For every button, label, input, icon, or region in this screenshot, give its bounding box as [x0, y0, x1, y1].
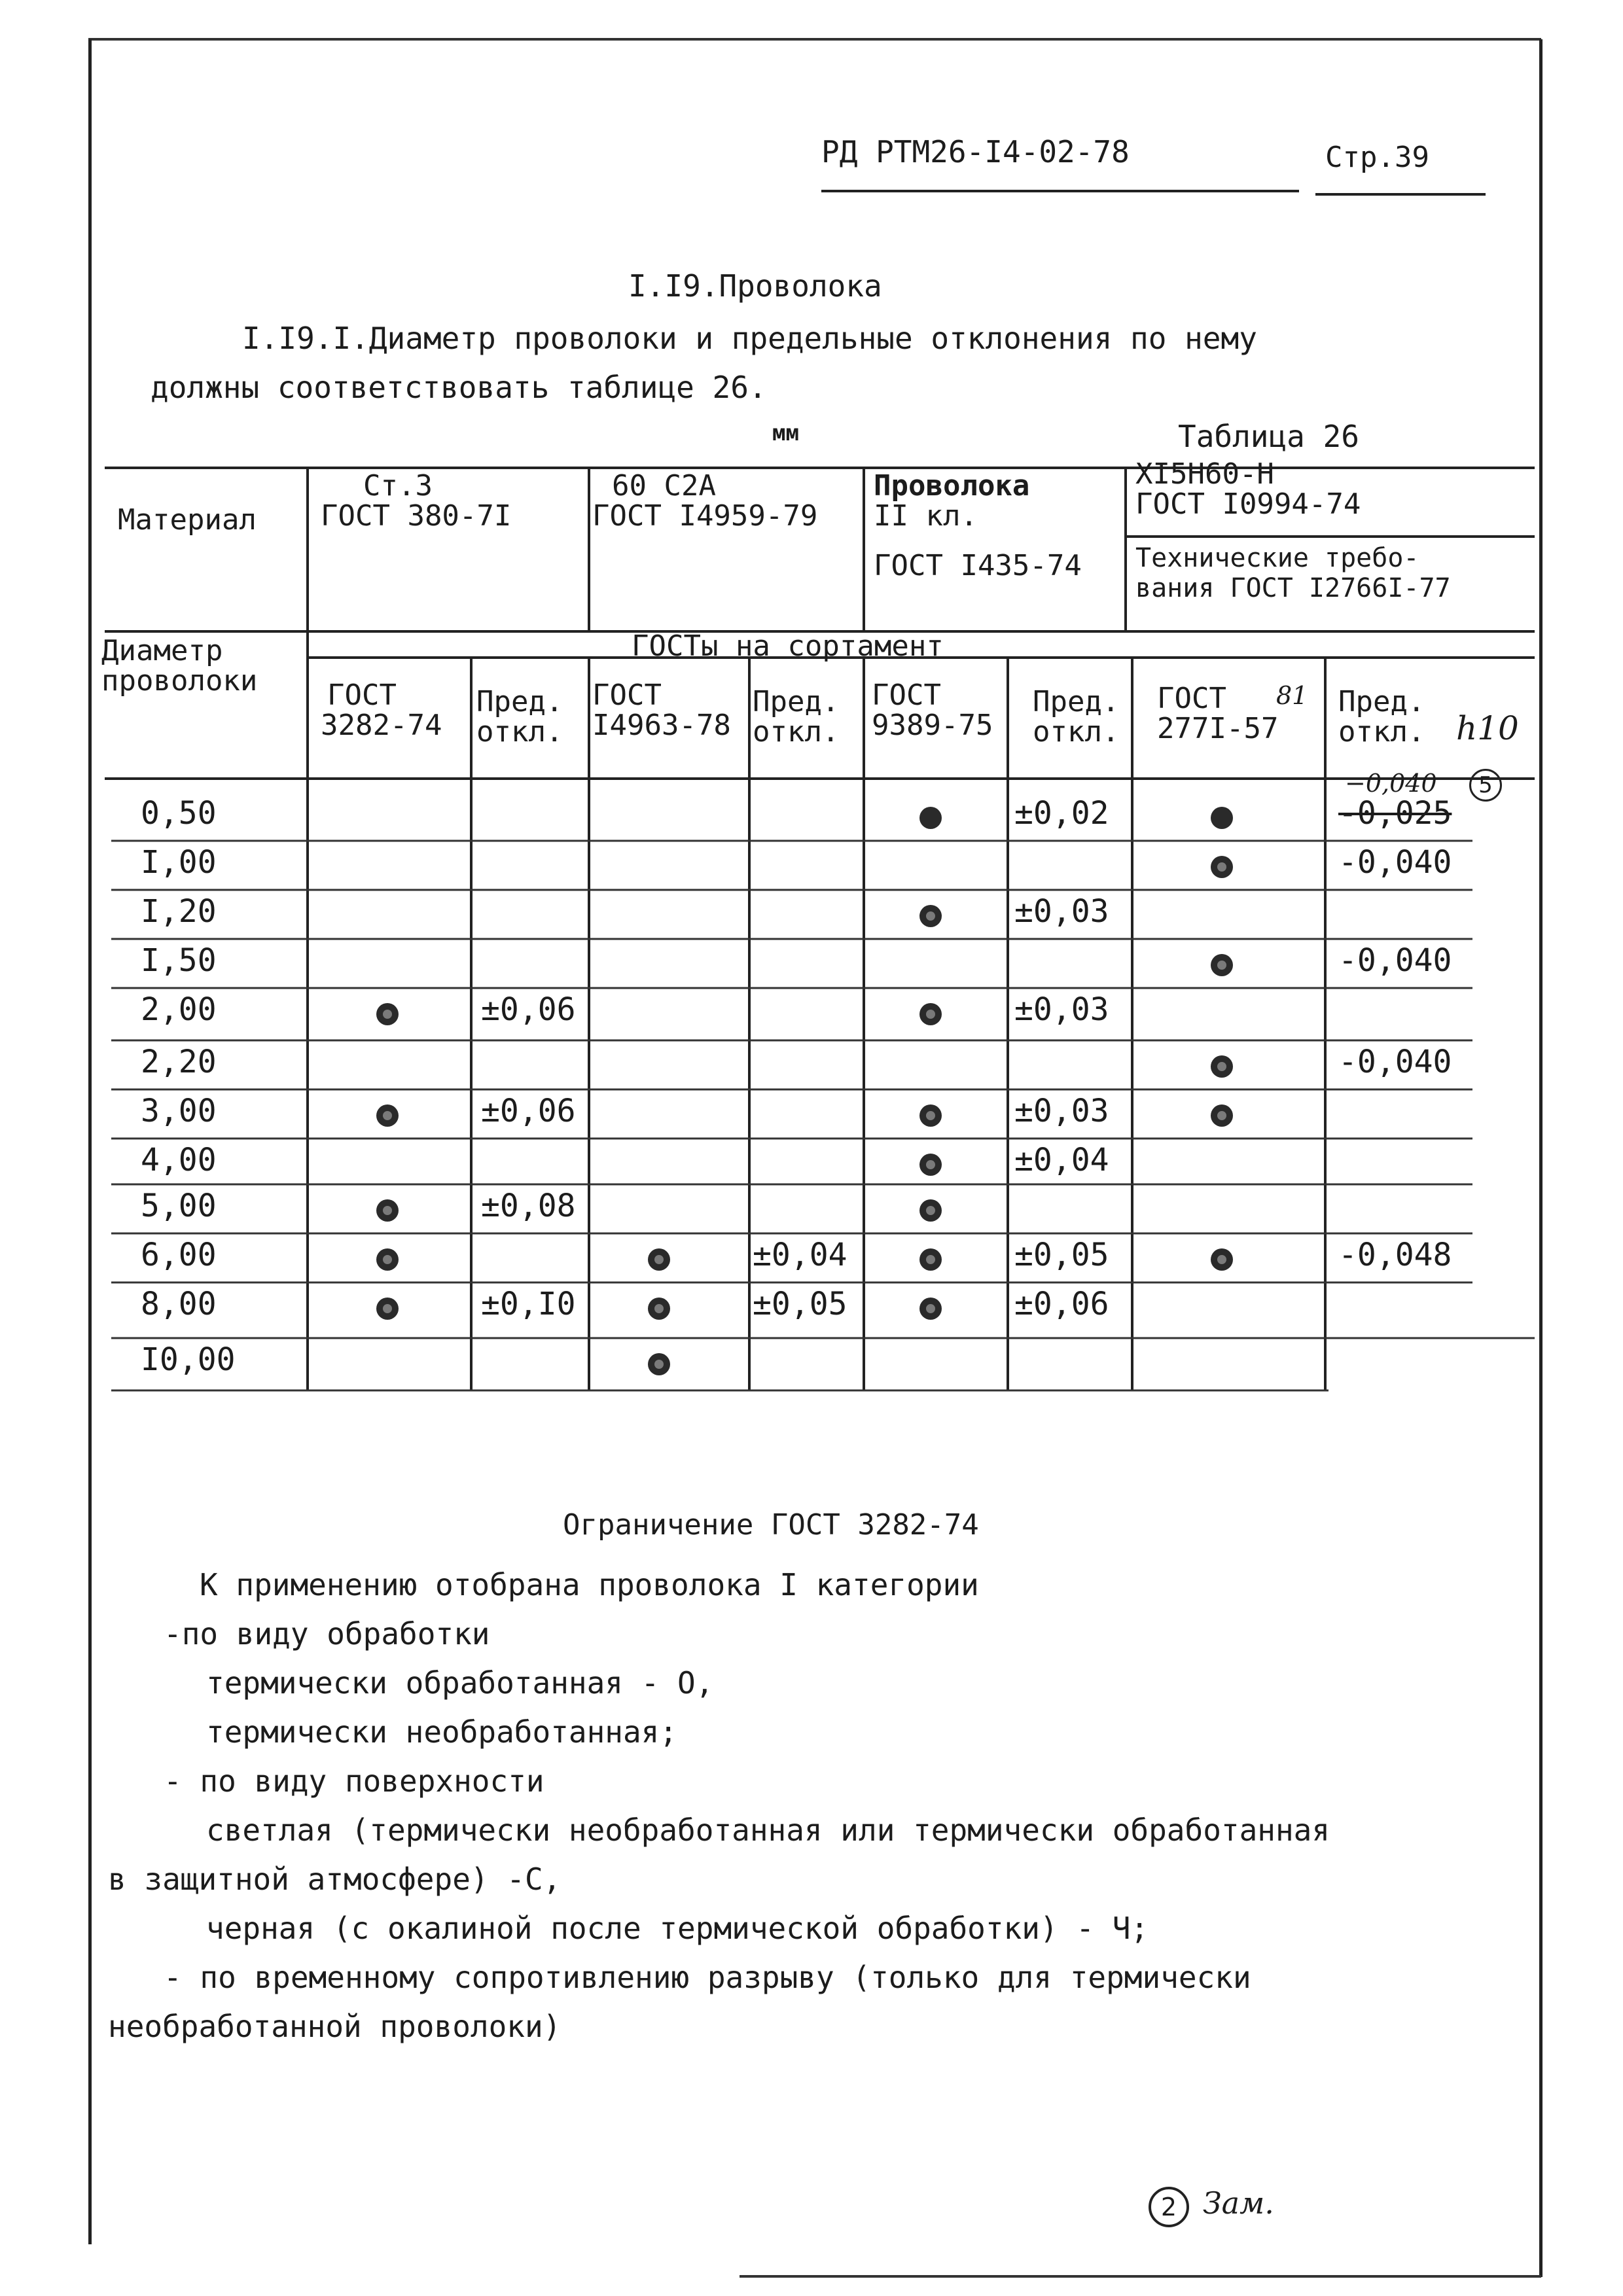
gost-mark-dot: [1211, 1104, 1233, 1127]
gost-1-number: 3282-74: [321, 709, 442, 742]
material-3-line-3: ГОСТ I435-74: [874, 549, 1082, 582]
tolerance-cell: -0,040: [1338, 844, 1452, 881]
units-label: мм: [772, 420, 799, 446]
tolerance-cell: ±0,04: [753, 1237, 847, 1273]
section-title: I.I9.Проволока: [628, 268, 882, 304]
diameter-cell: I,20: [141, 893, 217, 930]
gost-mark-dot: [376, 1003, 399, 1025]
diameter-cell: I,50: [141, 942, 217, 979]
gost-4-handwritten-year: 81: [1276, 681, 1308, 710]
tolerance-cell: -0,048: [1338, 1237, 1452, 1273]
tolerance-cell: ±0,05: [753, 1286, 847, 1322]
gost-mark-dot: [919, 1199, 942, 1222]
page-number: Стр.39: [1325, 141, 1429, 174]
diameter-cell: 5,00: [141, 1188, 217, 1224]
gost-mark-dot: [1211, 856, 1233, 878]
tolerance-cell: -0,040: [1338, 1044, 1452, 1080]
restriction-line: - по виду поверхности: [164, 1763, 544, 1799]
tolerance-cell: ±0,06: [481, 991, 576, 1028]
diameter-cell: 3,00: [141, 1093, 217, 1129]
restriction-title: Ограничение ГОСТ 3282-74: [563, 1508, 979, 1542]
change-note: Зам.: [1203, 2185, 1274, 2221]
gost-4-label: ГОСТ: [1157, 682, 1226, 715]
gost-mark-dot: [919, 1104, 942, 1127]
gost-mark-dot: [376, 1298, 399, 1320]
tol-4-label-line-2: откл.: [1338, 715, 1425, 749]
tolerance-cell: ±0,03: [1014, 1093, 1109, 1129]
restriction-line: К применению отобрана проволока I категории: [200, 1567, 979, 1602]
tol-2-label-line-1: Пред.: [753, 685, 840, 718]
tolerance-cell: -0,025: [1338, 795, 1452, 832]
gost-mark-dot: [376, 1104, 399, 1127]
restriction-line: - по временному сопротивлению разрыву (только для термически: [164, 1960, 1251, 1995]
gost-2-number: I4963-78: [592, 709, 731, 742]
tol-1-label-line-2: откл.: [476, 715, 563, 749]
tolerance-cell: ±0,03: [1014, 893, 1109, 930]
material-1-line-1: Ст.3: [363, 469, 433, 503]
change-mark-circle: 5: [1469, 769, 1502, 802]
gost-mark-dot: [648, 1353, 670, 1375]
gost-mark-dot: [1211, 954, 1233, 976]
tol-4-label-line-1: Пред.: [1338, 685, 1425, 718]
restriction-line: в защитной атмосфере) -С,: [108, 1862, 562, 1897]
change-number-circle: 2: [1149, 2187, 1189, 2227]
document-code: РД РТМ26-I4-02-78: [821, 134, 1130, 169]
tolerance-cell: ±0,08: [481, 1188, 576, 1224]
tol-3-label-line-2: откл.: [1033, 715, 1120, 749]
gost-mark-dot: [1211, 1055, 1233, 1078]
gost-3-number: 9389-75: [872, 709, 993, 742]
table-label: Таблица 26: [1178, 419, 1359, 454]
tol-2-label-line-2: откл.: [753, 715, 840, 749]
gost-mark-dot: [648, 1248, 670, 1271]
diameter-cell: I0,00: [141, 1341, 236, 1378]
tol-4-handwritten-grade: h10: [1456, 709, 1519, 747]
restriction-line: -по виду обработки: [164, 1616, 490, 1651]
material-4-line-1: XI5Н60-Н: [1135, 457, 1274, 491]
gost-mark-dot: [376, 1248, 399, 1271]
diameter-label-line-1: Диаметр: [101, 634, 223, 667]
material-2-line-1: 60 С2А: [612, 469, 716, 503]
tol-1-label-line-1: Пред.: [476, 685, 563, 718]
tolerance-cell: ±0,04: [1014, 1142, 1109, 1178]
material-label: Материал: [118, 503, 257, 537]
gost-group-header: ГОСТы на сортамент: [632, 629, 944, 663]
tolerance-cell: ±0,I0: [481, 1286, 576, 1322]
gost-mark-dot: [919, 807, 942, 829]
tolerance-cell: ±0,03: [1014, 991, 1109, 1028]
gost-3-label: ГОСТ: [872, 679, 941, 712]
material-2-line-2: ГОСТ I4959-79: [592, 499, 818, 533]
restriction-line: термически обработанная - О,: [206, 1665, 714, 1701]
diameter-cell: I,00: [141, 844, 217, 881]
gost-mark-dot: [919, 1248, 942, 1271]
diameter-cell: 8,00: [141, 1286, 217, 1322]
restriction-line: светлая (термически необработанная или термически обработанная: [206, 1812, 1330, 1848]
tolerance-cell: -0,040: [1338, 942, 1452, 979]
gost-mark-dot: [919, 1298, 942, 1320]
material-3-line-2: II кл.: [874, 499, 978, 533]
tolerance-cell: ±0,05: [1014, 1237, 1109, 1273]
gost-1-label: ГОСТ: [327, 679, 397, 712]
gost-mark-dot: [919, 905, 942, 927]
gost-mark-dot: [648, 1298, 670, 1320]
gost-mark-dot: [1211, 807, 1233, 829]
diameter-cell: 4,00: [141, 1142, 217, 1178]
section-paragraph-line-2: должны соответствовать таблице 26.: [151, 370, 767, 405]
material-1-line-2: ГОСТ 380-7I: [321, 499, 512, 533]
gost-4-number: 277I-57: [1157, 712, 1279, 745]
tolerance-cell: ±0,06: [1014, 1286, 1109, 1322]
tol-3-label-line-1: Пред.: [1033, 685, 1120, 718]
diameter-cell: 2,20: [141, 1044, 217, 1080]
restriction-line: термически необработанная;: [206, 1714, 678, 1750]
material-3-line-1: Проволока: [874, 469, 1030, 503]
diameter-cell: 0,50: [141, 795, 217, 832]
gost-2-label: ГОСТ: [592, 679, 662, 712]
material-4-line-2: ГОСТ I0994-74: [1135, 487, 1361, 521]
diameter-label-line-2: проволоки: [101, 664, 258, 698]
restriction-line: необработанной проволоки): [108, 2009, 562, 2044]
diameter-cell: 2,00: [141, 991, 217, 1028]
material-4-line-3: Технические требо-: [1135, 543, 1419, 573]
material-4-line-4: вания ГОСТ I2766I-77: [1135, 573, 1451, 603]
gost-mark-dot: [919, 1003, 942, 1025]
tolerance-handwritten-correction: −0,040: [1345, 769, 1437, 798]
gost-mark-dot: [919, 1154, 942, 1176]
tolerance-cell: ±0,02: [1014, 795, 1109, 832]
gost-mark-dot: [376, 1199, 399, 1222]
gost-mark-dot: [1211, 1248, 1233, 1271]
diameter-cell: 6,00: [141, 1237, 217, 1273]
section-paragraph-line-1: I.I9.I.Диаметр проволоки и предельные отклонения по нему: [242, 321, 1257, 356]
restriction-line: черная (с окалиной после термической обработки) - Ч;: [206, 1911, 1149, 1946]
tolerance-cell: ±0,06: [481, 1093, 576, 1129]
